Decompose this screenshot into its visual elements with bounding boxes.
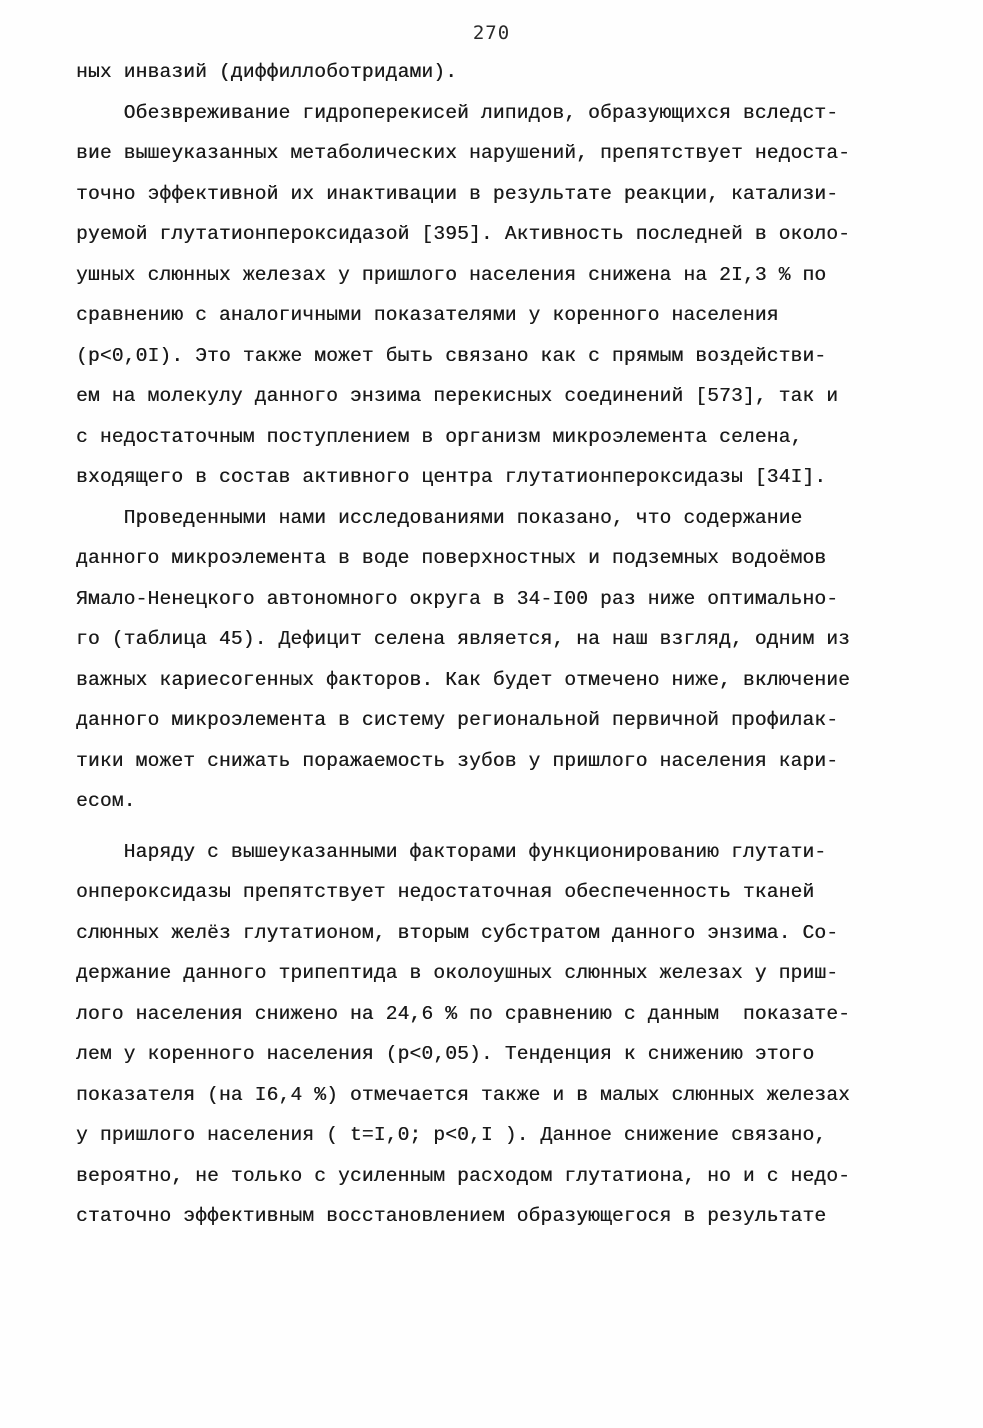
text-line: держание данного трипептида в околоушных слюнных железах у приш-: [76, 962, 839, 984]
text-line: входящего в состав активного центра глутатионпероксидазы [34I].: [76, 466, 827, 488]
text-line: показателя (на I6,4 %) отмечается также и в малых слюнных железах: [76, 1083, 851, 1106]
text-line: вие вышеуказанных метаболических нарушений, препятствует недоста-: [76, 142, 851, 164]
text-line: Ямало-Ненецкого автономного округа в 34-I00 раз ниже оптимально-: [76, 587, 839, 610]
text-line: данного микроэлемента в воде поверхностных и подземных водоёмов: [76, 547, 827, 569]
text-line: с недостаточным поступлением в организм микроэлемента селена,: [76, 425, 803, 448]
text-line: (p<0,0I). Это также может быть связано как с прямым воздействи-: [76, 344, 827, 367]
text-line: ушных слюнных железах у пришлого населения снижена на 2I,3 % по: [76, 263, 827, 286]
page-number: 270: [472, 22, 511, 44]
text-line: ем на молекулу данного энзима перекисных соединений [573], так и: [76, 385, 839, 407]
paragraph-gap: [76, 822, 916, 832]
text-line: лем у коренного населения (p<0,05). Тенденция к снижению этого: [76, 1043, 815, 1065]
text-line: точно эффективной их инактивации в результате реакции, катализи-: [76, 182, 839, 205]
text-line: у пришлого населения ( t=I,0; p<0,I ). Данное снижение связано,: [76, 1124, 827, 1146]
text-line: тики может снижать поражаемость зубов у пришлого населения кари-: [76, 749, 839, 772]
text-line: онпероксидазы препятствует недостаточная обеспеченность тканей: [76, 881, 815, 903]
text-line: слюнных желёз глутатионом, вторым субстратом данного энзима. Со-: [76, 921, 839, 944]
text-line: руемой глутатионпероксидазой [395]. Активность последней в околo-: [76, 223, 851, 245]
text-line: есом.: [76, 790, 136, 812]
body-text: [76, 52, 916, 1237]
text-line: лого населения снижено на 24,6 % по сравнению с данным показате-: [76, 1002, 851, 1025]
text-line: го (таблица 45). Дефицит селена является, на наш взгляд, одним из: [76, 628, 851, 650]
text-line: Наряду с вышеуказанными факторами функционированию глутати-: [76, 840, 827, 863]
text-line: статочно эффективным восстановлением образующегося в результате: [76, 1205, 827, 1227]
text-line: ных инвазий (диффиллоботридами).: [76, 61, 458, 83]
text-line: важных кариесогенных факторов. Как будет отмечено ниже, включение: [76, 668, 851, 691]
text-line: сравнению с аналогичными показателями у коренного населения: [76, 304, 779, 326]
text-line: данного микроэлемента в систему региональной первичной профилак-: [76, 709, 839, 731]
text-line: вероятно, не только с усиленным расходом глутатиона, но и с недо-: [76, 1164, 851, 1187]
text-line: Проведенными нами исследованиями показано, что содержание: [76, 506, 803, 529]
text-line: Обезвреживание гидроперекисей липидов, образующихся вследст-: [76, 101, 839, 124]
